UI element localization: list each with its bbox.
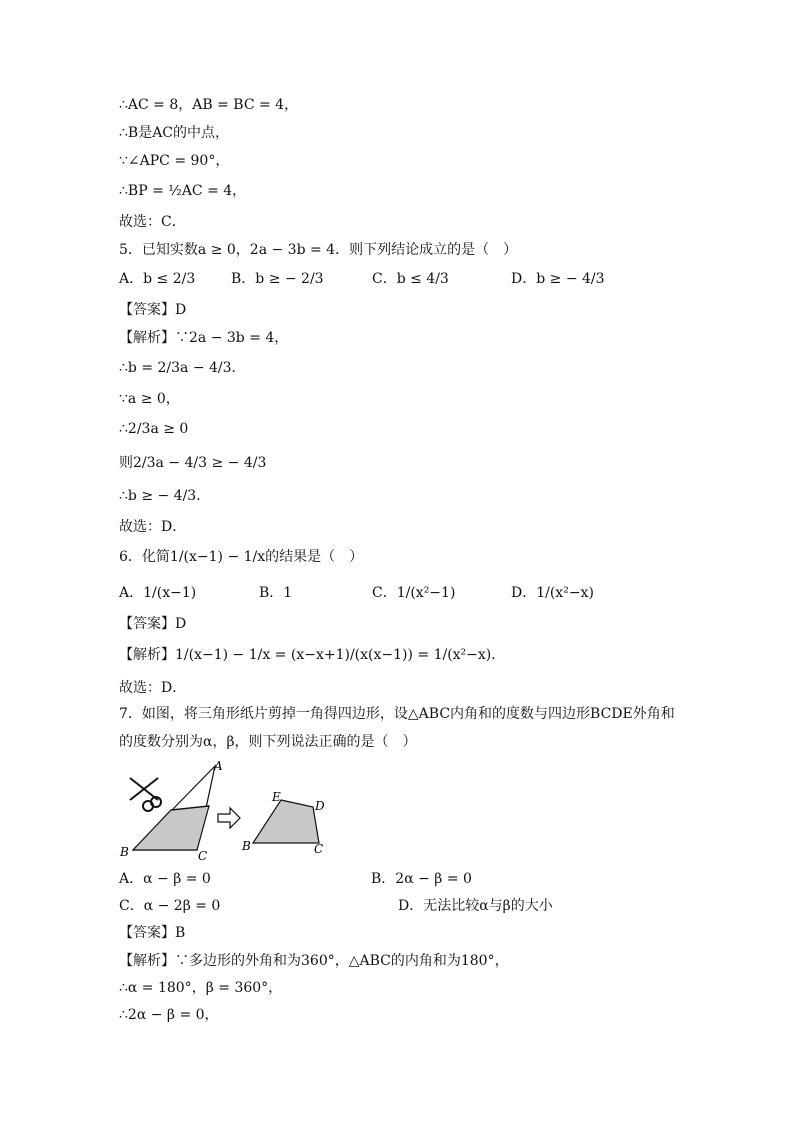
vertex-label-b2: B [242,839,251,853]
answer-5: 【答案】D [119,302,187,318]
arrow-icon [218,808,240,828]
solution-line: ∴2α − β = 0， [119,1007,219,1023]
solution-line: ∴α = 180°，β = 360°， [119,980,283,996]
vertex-label-b: B [120,845,129,859]
text-line: ∴B是AC的中点， [119,125,230,141]
solution-line: ∵a ≥ 0， [119,391,180,407]
vertex-label-a: A [214,759,223,773]
figure [118,758,358,868]
shaded-part [133,806,209,850]
text-line: ∴BP = ½AC = 4， [119,183,247,199]
text-line: 故选：C． [119,214,186,230]
text-line: ∵∠APC = 90°， [119,153,230,169]
vertex-label-c2: C [314,842,324,856]
question-7-line-1: 7．如图，将三角形纸片剪掉一角得四边形，设△ABC内角和的度数与四边形BCDE外角和 [119,706,675,722]
vertex-label-d: D [315,799,325,813]
q7-option-d: D．无法比较α与β的大小 [398,898,553,914]
solution-line: 【解析】∵多边形的外角和为360°，△ABC的内角和为180°， [119,953,509,969]
q6-option-d: D．1/(x²−x) [511,585,594,601]
q5-option-c: C．b ≤ 4/3 [372,271,449,287]
question-5: 5．已知实数a ≥ 0，2a − 3b = 4．则下列结论成立的是（ ） [119,242,518,258]
q5-option-a: A．b ≤ 2/3 [119,271,196,287]
vertex-label-c: C [198,849,208,863]
text-line: ∴AC = 8，AB = BC = 4， [119,97,299,113]
quadrilateral-bcde [253,800,319,843]
q7-option-c: C．α − 2β = 0 [119,898,221,914]
solution-line: 则2/3a − 4/3 ≥ − 4/3 [119,455,267,471]
question-6: 6．化简1/(x−1) − 1/x的结果是（ ） [119,549,364,565]
q6-option-c: C．1/(x²−1) [372,585,456,601]
answer-6: 【答案】D [119,616,187,632]
scissors-icon [130,778,161,811]
solution-line: 【解析】1/(x−1) − 1/x = (x−x+1)/(x(x−1)) = 1/(x²−x)． [119,647,506,663]
cut-triangle-figure [118,758,358,864]
solution-line: 故选：D． [119,680,187,696]
q6-option-b: B．1 [259,585,293,601]
q6-option-a: A．1/(x−1) [119,585,197,601]
answer-7: 【答案】B [119,925,186,941]
q7-option-b: B．2α − β = 0 [371,871,472,887]
solution-line: 故选：D． [119,519,187,535]
q7-option-a: A．α − β = 0 [119,871,211,887]
vertex-label-e: E [272,790,281,804]
question-7-line-2: 的度数分别为α，β，则下列说法正确的是（ ） [119,734,417,750]
solution-line: ∴b = 2/3a − 4/3． [119,360,246,376]
solution-line: ∴b ≥ − 4/3． [119,488,211,504]
q5-option-b: B．b ≥ − 2/3 [231,271,324,287]
q5-option-d: D．b ≥ − 4/3 [511,271,605,287]
solution-line: 【解析】∵2a − 3b = 4， [119,330,289,346]
solution-line: ∴2/3a ≥ 0 [119,421,189,437]
